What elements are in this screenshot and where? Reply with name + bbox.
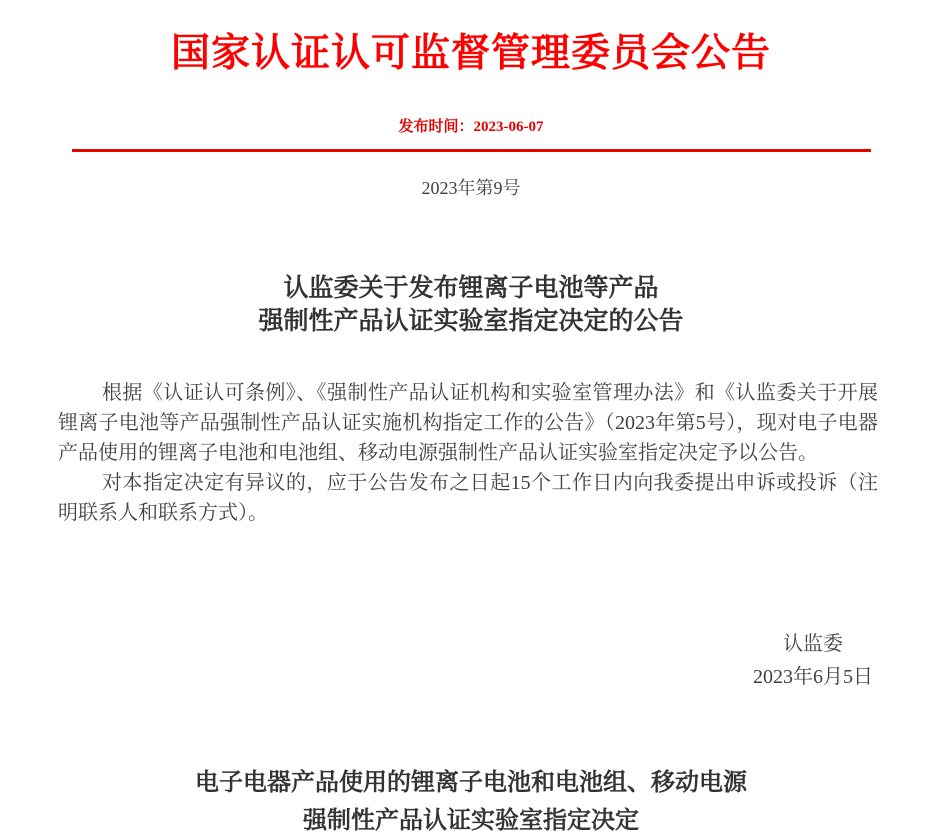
announcement-heading-line1: 认监委关于发布锂离子电池等产品 [283, 274, 659, 302]
announcement-body [58, 378, 878, 528]
announcement-page [0, 30, 942, 838]
body-paragraph-basis: 根据《认证认可条例》、《强制性产品认证机构和实验室管理办法》和《认监委关于开展锂离子电池等产品强制性产品认证实施机构指定工作的公告》（2023年第5号），现对电子电器产品使用的锂离子电池和电池组、移动电源强制性产品认证实验室指定决定予以公告。 [58, 382, 878, 464]
body-paragraph-objection: 对本指定决定有异议的，应于公告发布之日起15个工作日内向我委提出申诉或投诉（注明联系人和联系方式）。 [58, 472, 878, 524]
announcement-heading-line2: 强制性产品认证实验室指定决定的公告 [258, 307, 684, 335]
announcement-heading [0, 272, 942, 338]
signature-issuer: 认监委 [783, 633, 843, 655]
signature-block [753, 628, 873, 694]
signature-date: 2023年6月5日 [753, 666, 873, 688]
publish-time: 发布时间：2023-06-07 [398, 119, 544, 135]
decision-heading-line1: 电子电器产品使用的锂离子电池和电池组、移动电源 [195, 769, 747, 796]
document-number: 2023年第9号 [421, 178, 521, 198]
page-title: 国家认证认可监督管理委员会公告 [170, 32, 771, 75]
decision-heading [0, 764, 942, 840]
decision-heading-line2: 强制性产品认证实验室指定决定 [303, 807, 639, 834]
header-divider [72, 149, 871, 152]
